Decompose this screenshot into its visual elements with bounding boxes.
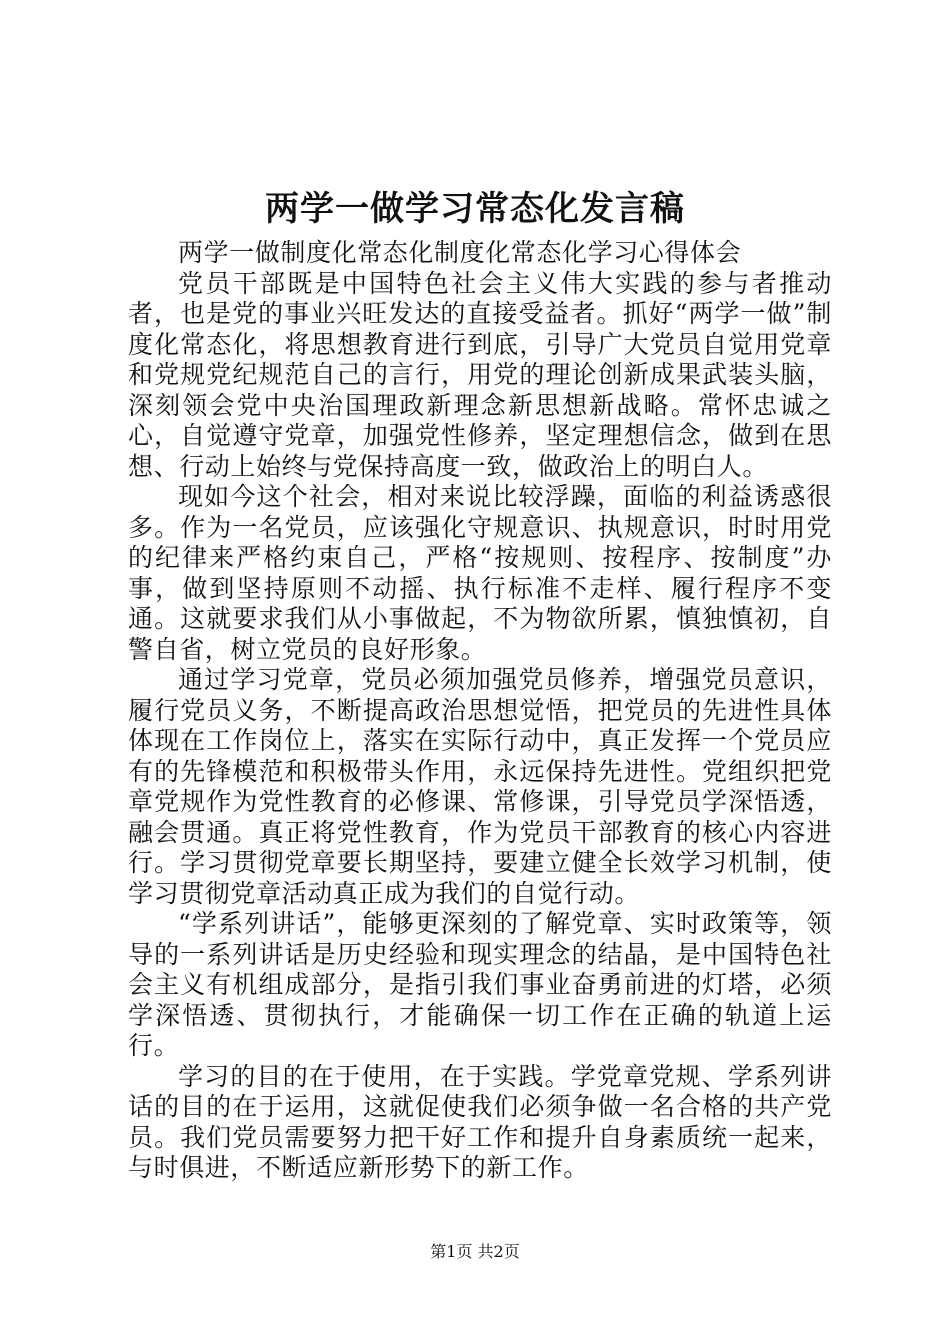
document-title: 两学一做学习常态化发言稿 <box>265 189 685 229</box>
paragraph-1: 党员干部既是中国特色社会主义伟大实践的参与者推动者，也是党的事业兴旺发达的直接受益者。抓好“两学一做”制度化常态化，将思想教育进行到底，引导广大党员自觉用党章和党规党纪规范自己的言行，用党的理论创新成果武装头脑，深刻领会党中央治国理政新理念新思想新战略。常怀忠诚之心，自觉遵守党章，加强党性修养，坚定理想信念，做到在思想、行动上始终与党保持高度一致，做政治上的明白人。 <box>128 268 832 481</box>
paragraph-5: 学习的目的在于使用，在于实践。学党章党规、学系列讲话的目的在于运用，这就促使我们必须争做一名合格的共产党员。我们党员需要努力把干好工作和提升自身素质统一起来，与时俱进，不断适应新形势下的新工作。 <box>128 1061 832 1182</box>
paragraph-3: 通过学习党章，党员必须加强党员修养，增强党员意识，履行党员义务，不断提高政治思想觉悟，把党员的先进性具体体现在工作岗位上，落实在实际行动中，真正发挥一个党员应有的先锋模范和积极带头作用，永远保持先进性。党组织把党章党规作为党性教育的必修课、常修课，引导党员学深悟透，融会贯通。真正将党性教育，作为党员干部教育的核心内容进行。学习贯彻党章要长期坚持，要建立健全长效学习机制，使学习贯彻党章活动真正成为我们的自觉行动。 <box>128 665 832 908</box>
document-subtitle: 两学一做制度化常态化制度化常态化学习心得体会 <box>178 238 742 267</box>
page-number: 第1页 共2页 <box>430 1242 520 1261</box>
paragraph-2: 现如今这个社会，相对来说比较浮躁，面临的利益诱惑很多。作为一名党员，应该强化守规意识、执规意识，时时用党的纪律来严格约束自己，严格“按规则、按程序、按制度”办事，做到坚持原则不动摇、执行标准不走样、履行程序不变通。这就要求我们从小事做起，不为物欲所累，慎独慎初，自警自省，树立党员的良好形象。 <box>128 482 832 664</box>
document-body <box>128 238 832 1184</box>
paragraph-4: “学系列讲话”，能够更深刻的了解党章、实时政策等，领导的一系列讲话是历史经验和现实理念的结晶，是中国特色社会主义有机组成部分，是指引我们事业奋勇前进的灯塔，必须学深悟透、贯彻执行，才能确保一切工作在正确的轨道上运行。 <box>128 909 832 1060</box>
